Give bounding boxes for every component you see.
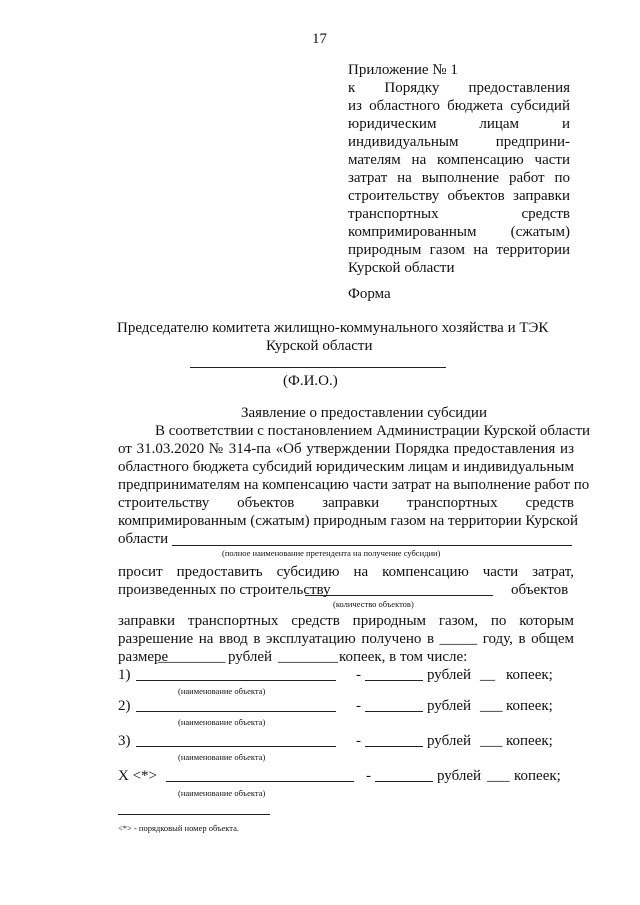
object-dash: - bbox=[356, 698, 361, 714]
appendix-line: к Порядку предоставления bbox=[348, 80, 570, 96]
object-name-blank bbox=[136, 680, 336, 681]
appendix-title: Приложение № 1 bbox=[348, 62, 458, 78]
object-kop: копеек; bbox=[514, 768, 561, 784]
region-word: области bbox=[118, 531, 169, 547]
paragraph-line: от 31.03.2020 № 314-па «Об утверждении Порядка предоставления из bbox=[118, 441, 574, 457]
object-rub-blank bbox=[365, 680, 423, 681]
object-caption: (наименование объекта) bbox=[178, 717, 266, 727]
form-label: Форма bbox=[348, 286, 391, 302]
fio-label: (Ф.И.О.) bbox=[283, 373, 338, 389]
appendix-last-line: Курской области bbox=[348, 260, 455, 276]
object-number: 3) bbox=[118, 733, 131, 749]
page-number: 17 bbox=[312, 31, 327, 47]
footnote: <*> - порядковый номер объекта. bbox=[118, 823, 239, 833]
object-dash: - bbox=[356, 733, 361, 749]
request-line: просит предоставить субсидию на компенсацию части затрат, bbox=[118, 564, 574, 580]
total-rub-word: рублей bbox=[228, 649, 273, 665]
applicant-caption: (полное наименование претендента на получение субсидии) bbox=[222, 548, 441, 558]
incurred-prefix: произведенных по строительству bbox=[118, 582, 331, 598]
footnote-separator bbox=[118, 814, 270, 815]
object-kop-blank: ___ bbox=[480, 733, 503, 749]
object-rub: рублей bbox=[437, 768, 482, 784]
object-number: 2) bbox=[118, 698, 131, 714]
appendix-line: мателям на компенсацию части bbox=[348, 152, 570, 168]
object-row bbox=[118, 767, 574, 785]
paragraph-line: компримированным (сжатым) природным газом на территории Курской bbox=[118, 513, 579, 529]
total-kop-blank: ________ bbox=[278, 649, 338, 665]
object-caption: (наименование объекта) bbox=[178, 686, 266, 696]
size-word: размере bbox=[118, 649, 169, 665]
total-kop-word: копеек, в том числе: bbox=[339, 649, 468, 665]
object-row bbox=[118, 697, 574, 715]
appendix-line: затрат на выполнение работ по bbox=[348, 170, 570, 186]
object-dash: - bbox=[356, 667, 361, 683]
paragraph-line: предпринимателям на компенсацию части затрат на выполнение работ по bbox=[118, 477, 590, 493]
appendix-line: компримированным (сжатым) bbox=[348, 224, 570, 240]
object-dash: - bbox=[366, 768, 371, 784]
object-kop-blank: __ bbox=[480, 667, 495, 683]
object-rub: рублей bbox=[427, 698, 472, 714]
object-number: 1) bbox=[118, 667, 131, 683]
total-row bbox=[118, 648, 574, 666]
appendix-line: транспортных средств bbox=[348, 206, 570, 222]
object-name-blank bbox=[136, 711, 336, 712]
object-number: X <*> bbox=[118, 768, 158, 784]
applicant-name-blank bbox=[172, 545, 572, 546]
fio-blank-line bbox=[190, 367, 446, 368]
object-rub: рублей bbox=[427, 733, 472, 749]
object-row bbox=[118, 666, 574, 684]
object-kop: копеек; bbox=[506, 733, 553, 749]
object-kop-blank: ___ bbox=[480, 698, 503, 714]
object-name-blank bbox=[166, 781, 354, 782]
appendix-line: строительству объектов заправки bbox=[348, 188, 570, 204]
appendix-line: природным газом на территории bbox=[348, 242, 570, 258]
after-count-line: разрешение на ввод в эксплуатацию получено в _____ году, в общем bbox=[118, 631, 574, 647]
object-rub-blank bbox=[365, 711, 423, 712]
object-caption: (наименование объекта) bbox=[178, 752, 266, 762]
addressee-line-1: Председателю комитета жилищно-коммунального хозяйства и ТЭК bbox=[117, 320, 549, 336]
object-rub-blank bbox=[375, 781, 433, 782]
appendix-line: юридическим лицам и bbox=[348, 116, 570, 132]
object-name-blank bbox=[136, 746, 336, 747]
objects-count-blank bbox=[305, 595, 493, 596]
appendix-line: из областного бюджета субсидий bbox=[348, 98, 570, 114]
paragraph-line: строительству объектов заправки транспортных средств bbox=[118, 495, 574, 511]
total-rub-blank: _________ bbox=[158, 649, 226, 665]
object-kop-blank: ___ bbox=[487, 768, 510, 784]
paragraph-line: В соответствии с постановлением Администрации Курской области bbox=[155, 423, 591, 439]
object-kop: копеек; bbox=[506, 698, 553, 714]
statement-title: Заявление о предоставлении субсидии bbox=[241, 405, 487, 421]
object-rub: рублей bbox=[427, 667, 472, 683]
addressee-line-2: Курской области bbox=[266, 338, 373, 354]
object-kop: копеек; bbox=[506, 667, 553, 683]
object-row bbox=[118, 732, 574, 750]
after-count-line: заправки транспортных средств природным газом, по которым bbox=[118, 613, 574, 629]
objects-word: объектов bbox=[511, 582, 569, 598]
paragraph-line: областного бюджета субсидий юридическим лицам и индивидуальным bbox=[118, 459, 574, 475]
object-rub-blank bbox=[365, 746, 423, 747]
object-caption: (наименование объекта) bbox=[178, 788, 266, 798]
appendix-line: индивидуальным предприни- bbox=[348, 134, 570, 150]
count-caption: (количество объектов) bbox=[333, 599, 414, 609]
appendix-block bbox=[348, 61, 570, 277]
